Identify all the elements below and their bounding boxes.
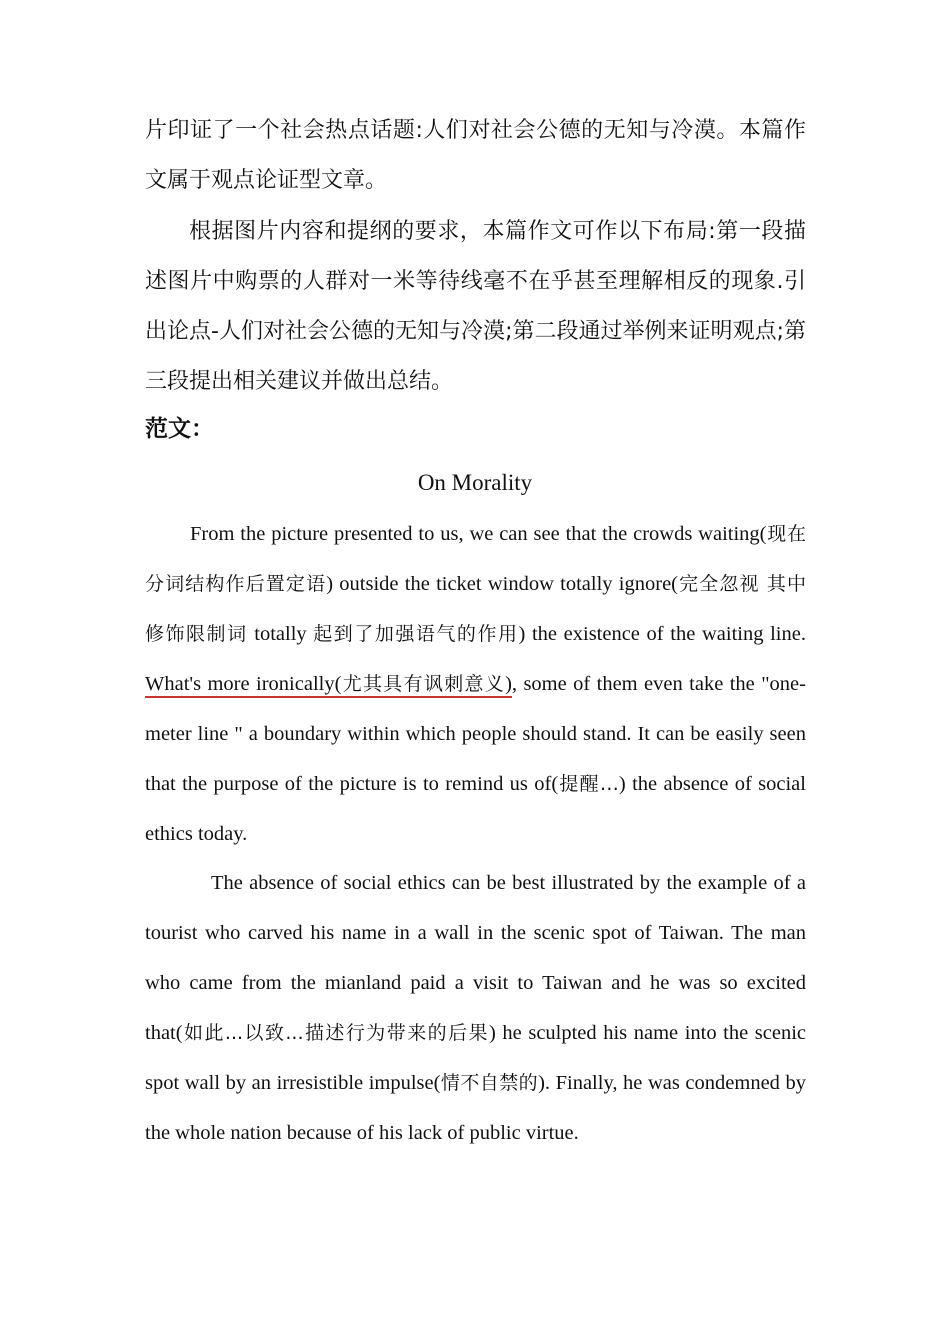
essay-paragraph-1 [145,509,806,859]
annotation: 如此...以致...描述行为带来的后果 [182,1022,490,1044]
essay-text: ) [505,673,512,695]
underlined-phrase [145,673,512,698]
annotation: 情不自禁的 [440,1072,539,1094]
essay-text: ) the existence of the waiting line. [518,623,806,645]
essay-text: ) outside the ticket window totally ignore( [326,573,679,595]
annotation: 提醒… [558,773,619,795]
essay-text: What's more ironically( [145,673,342,695]
essay-text: ) he sculpted his name into the scenic spot wall by an irresistible impulse( [145,1022,806,1094]
essay-text: ) the absence of social ethics today. [145,773,806,845]
essay-text: ). Finally, he was condemned by the whole nation because of his lack of public virtue. [145,1072,806,1144]
essay-paragraph-2 [145,858,806,1158]
essay-text: From the picture presented to us, we can see that the crowds waiting( [190,523,767,545]
annotation: 起到了加强语气的作用 [313,623,519,645]
sample-essay-heading: 范文： [145,416,214,442]
essay-text: The absence of social ethics can be best illustrated by the example of a tourist who carved his name in a wall in the scenic spot of Taiwan. The man who came from the mianland paid a visit to Taiwan and he was so excited that( [145,872,806,1044]
essay-text: , some of them even take the "one-meter line " a boundary within which people should stand. It can be easily seen that the purpose of the picture is to remind us of( [145,673,806,795]
annotation: 现在分词结构作后置定语 [145,523,806,595]
essay-text: totally [247,623,314,645]
intro-paragraph-1: 片印证了一个社会热点话题:人们对社会公德的无知与冷漠。本篇作文属于观点论证型文章。 [145,118,806,193]
essay-title: On Morality [417,470,533,495]
annotation: 尤其具有讽刺意义 [341,673,506,695]
intro-paragraph-2: 根据图片内容和提纲的要求，本篇作文可作以下布局:第一段描述图片中购票的人群对一米等待线毫不在乎甚至理解相反的现象.引出论点-人们对社会公德的无知与冷漠;第二段通过举例来证明观点;第三段提出相关建议并做出总结。 [145,219,806,394]
annotation: 完全忽视 其中 修饰限制词 [145,573,806,645]
